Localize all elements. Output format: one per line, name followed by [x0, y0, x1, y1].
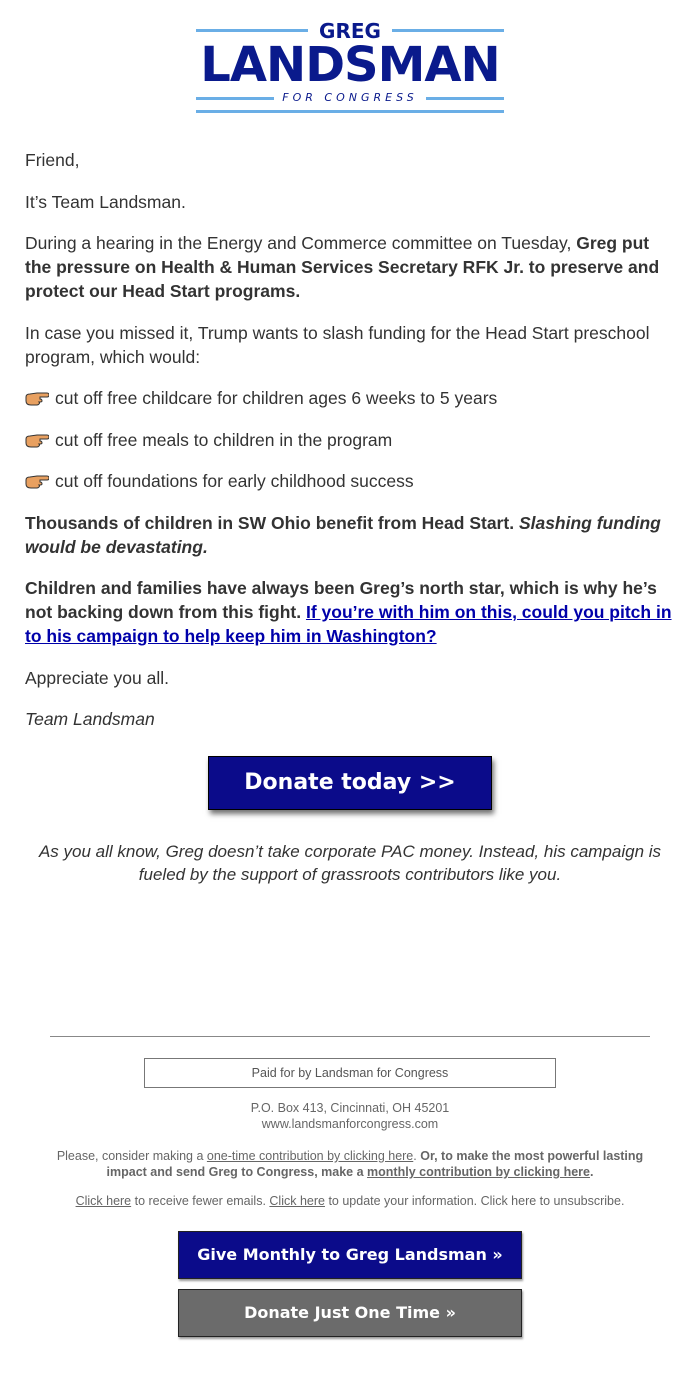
contribution-note-text: Please, consider making a: [56, 1149, 207, 1163]
paragraph-hearing: [25, 231, 675, 303]
logo-first-name: GREG: [319, 19, 381, 43]
paragraph-ask: [25, 576, 675, 648]
cta-container: [0, 756, 700, 810]
fewer-emails-text: to receive fewer emails.: [131, 1194, 270, 1208]
one-time-contribution-link[interactable]: one-time contribution by clicking here: [206, 1149, 414, 1163]
signature-text: Team Landsman: [25, 709, 155, 729]
list-item: [25, 469, 675, 493]
give-monthly-button[interactable]: Give Monthly to Greg Landsman »: [178, 1231, 522, 1279]
list-item: [25, 428, 675, 452]
paragraph-impact: [25, 511, 675, 559]
monthly-contribution-link[interactable]: monthly contribution by clicking here: [367, 1165, 590, 1179]
contribution-note-separator: .: [413, 1149, 421, 1163]
greeting: Friend,: [25, 150, 80, 170]
footer-address: [0, 1100, 700, 1132]
logo-last-name: LANDSMAN: [200, 37, 500, 93]
donate-one-time-button[interactable]: Donate Just One Time »: [178, 1289, 522, 1337]
contribution-note-end: .: [589, 1165, 594, 1179]
logo-rule-base: [196, 110, 504, 113]
donate-inline-link[interactable]: If you’re with him on this, could you pitch in to his campaign to help keep him in Washington?: [25, 602, 672, 646]
contribution-note: [55, 1148, 645, 1180]
contribution-note-bold: Or, to make the most powerful lasting impact and send Greg to Congress, make a: [106, 1149, 644, 1179]
paragraph-funding: In case you missed it, Trump wants to slash funding for the Head Start preschool program, which would:: [25, 322, 650, 367]
email-body: [25, 148, 675, 749]
bullet-text: cut off free childcare for children ages 6 weeks to 5 years: [55, 388, 498, 408]
logo-tagline: FOR CONGRESS: [282, 91, 418, 104]
website-text: www.landsmanforcongress.com: [261, 1117, 439, 1131]
footer-divider: [50, 1036, 650, 1037]
update-info-text: to update your information. Click here to unsubscribe.: [324, 1194, 625, 1208]
donate-today-button[interactable]: Donate today >>: [208, 756, 492, 810]
paid-for-box: Paid for by Landsman for Congress: [144, 1058, 556, 1088]
pointing-hand-icon: [25, 389, 49, 407]
fewer-emails-link[interactable]: Click here: [75, 1194, 132, 1208]
paragraph-impact-bold: Thousands of children in SW Ohio benefit from Head Start.: [25, 512, 515, 533]
intro: It’s Team Landsman.: [25, 191, 186, 212]
bullet-text: cut off foundations for early childhood success: [55, 471, 414, 491]
paragraph-impact-italic: Slashing funding would be devastating.: [25, 512, 661, 557]
paragraph-hearing-text: During a hearing in the Energy and Commerce committee on Tuesday,: [25, 233, 577, 253]
list-item: [25, 386, 675, 410]
mailing-address: P.O. Box 413, Cincinnati, OH 45201: [250, 1101, 450, 1115]
signature: [25, 707, 675, 731]
email-preferences: [0, 1193, 700, 1209]
closing: Appreciate you all.: [25, 667, 169, 688]
bullet-text: cut off free meals to children in the program: [55, 429, 393, 450]
update-info-link[interactable]: Click here: [269, 1194, 325, 1208]
paragraph-ask-bold: Children and families have always been Greg’s north star, which is why he’s not backing down from this fight.: [25, 578, 657, 622]
pac-note: As you all know, Greg doesn’t take corporate PAC money. Instead, his campaign is fueled by the support of grassroots contributors like you.: [38, 842, 662, 884]
pointing-hand-icon: [25, 431, 49, 449]
campaign-logo: [194, 18, 506, 116]
pointing-hand-icon: [25, 472, 49, 490]
paragraph-hearing-bold: Greg put the pressure on Health & Human Services Secretary RFK Jr. to preserve and protect our Head Start programs.: [25, 233, 660, 301]
